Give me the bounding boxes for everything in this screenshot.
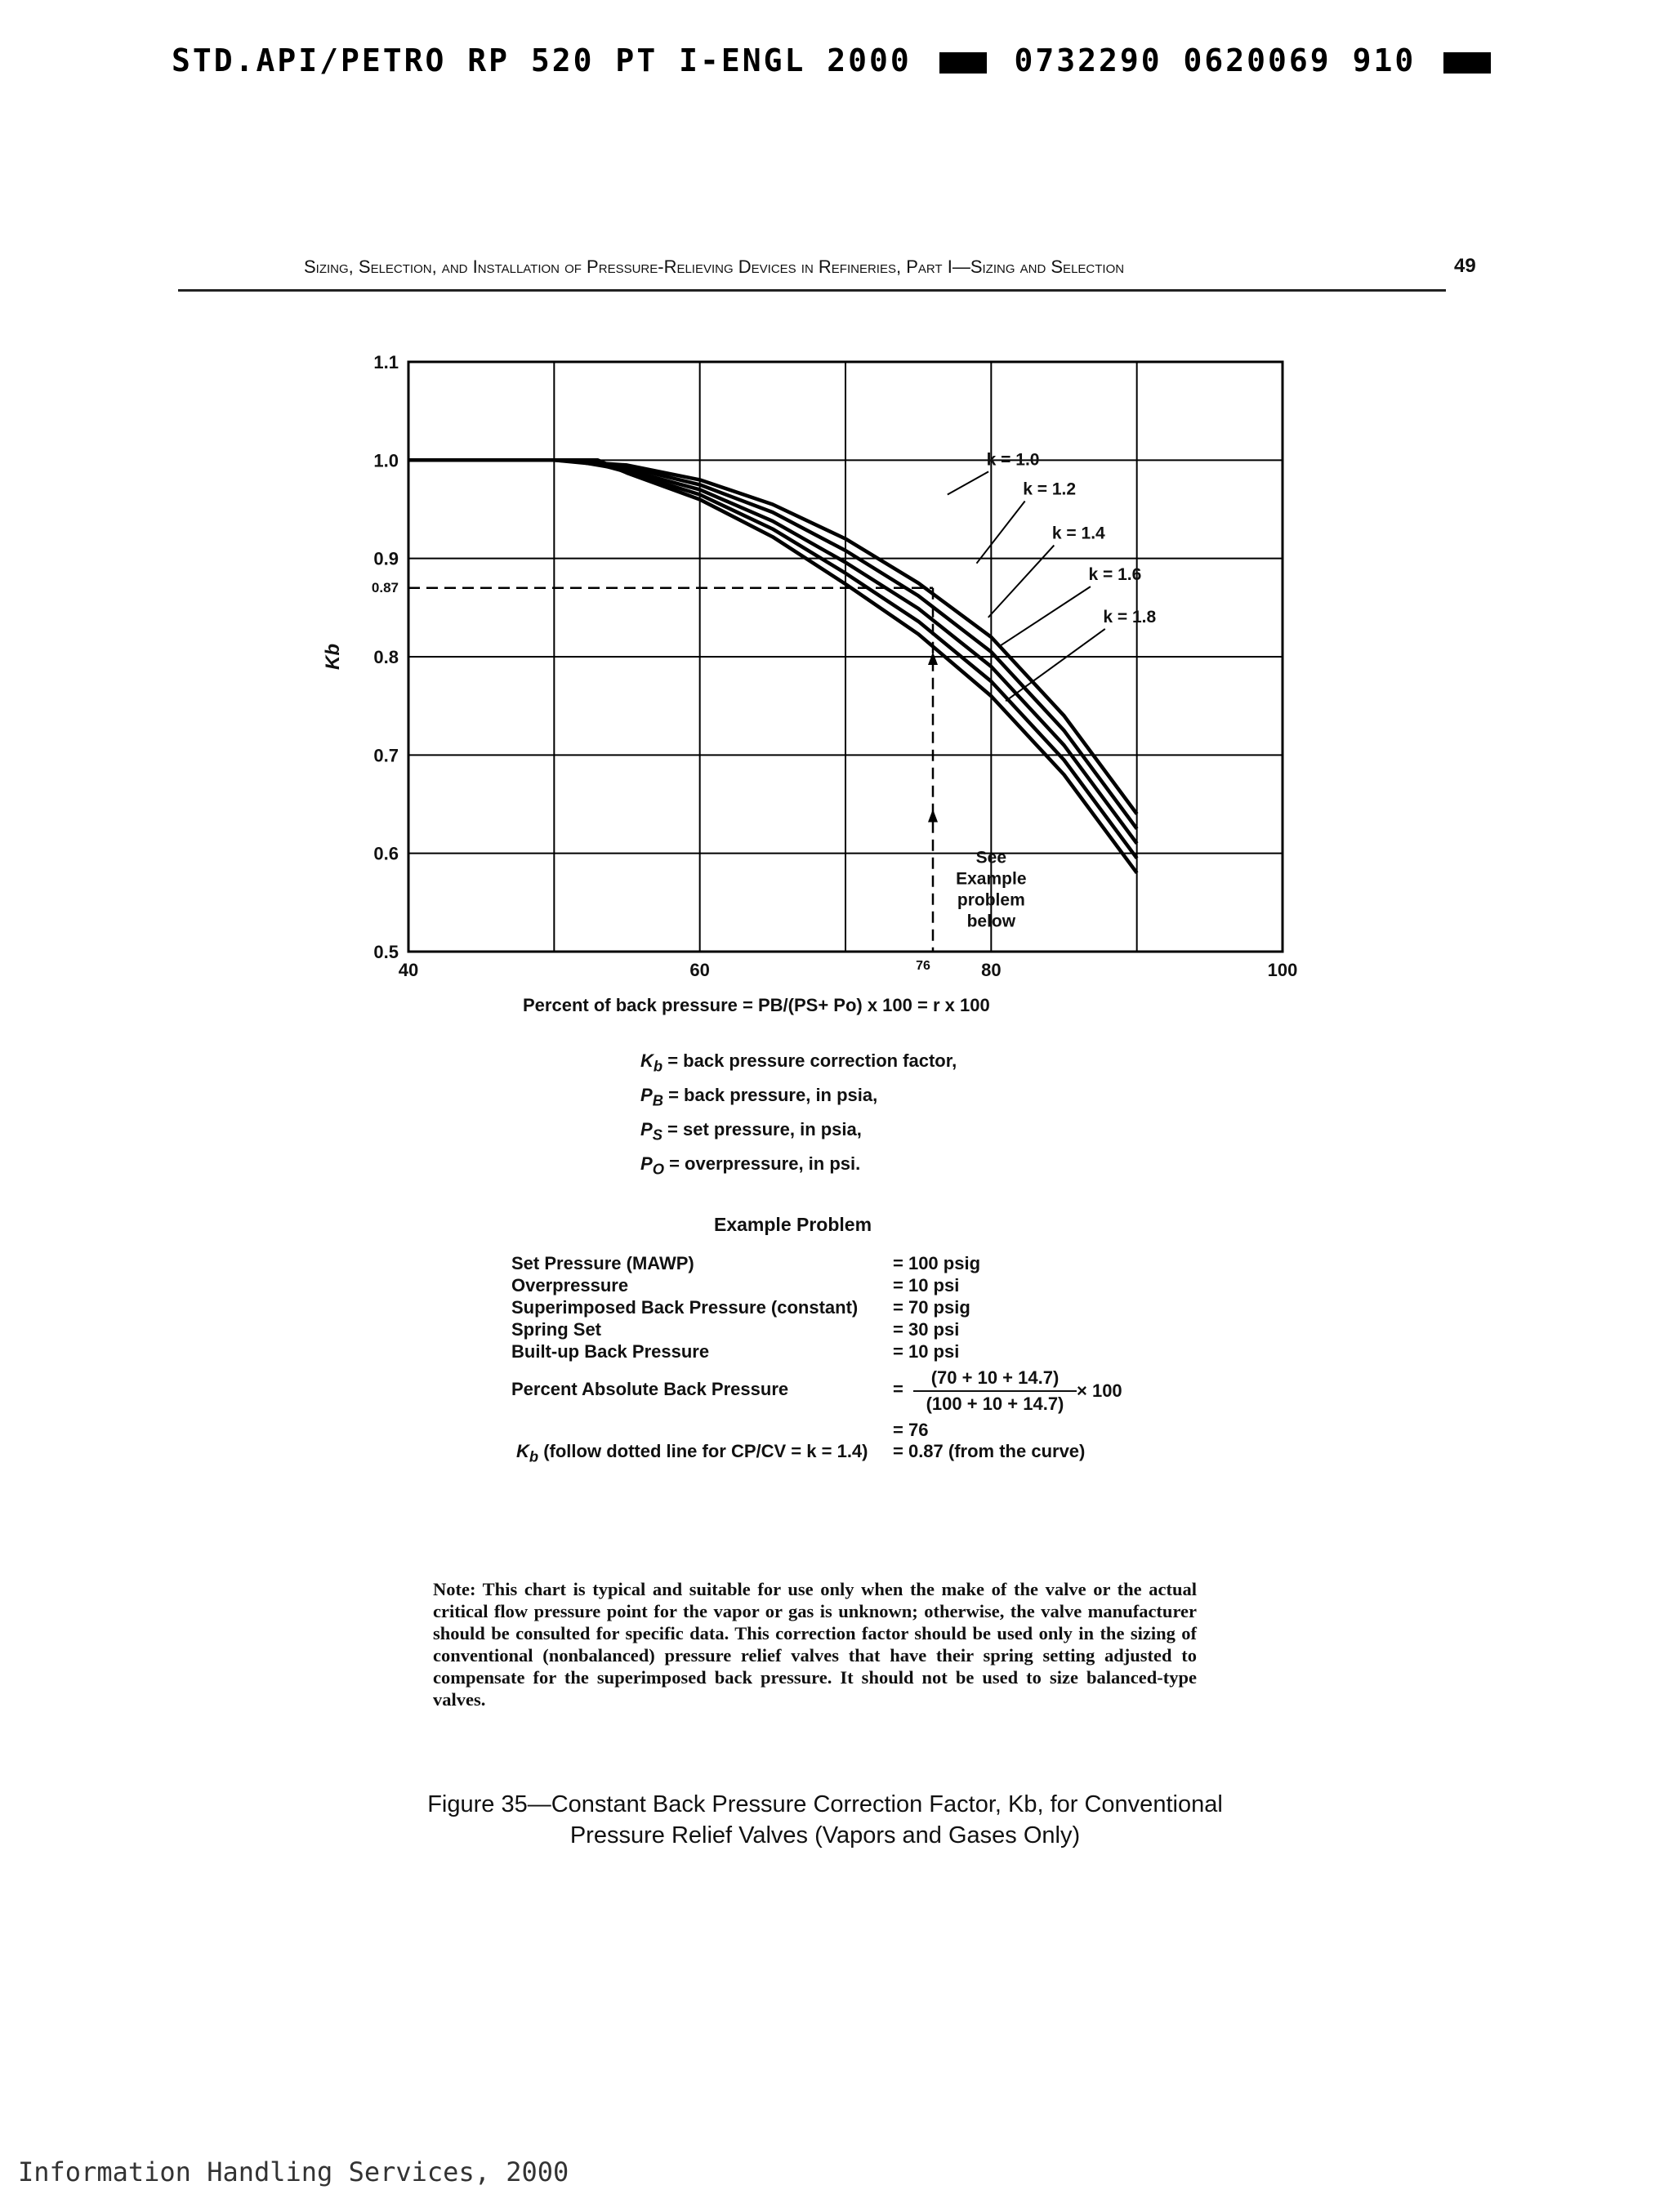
kb-chart (302, 335, 1307, 1103)
percent-fraction (913, 1367, 1077, 1415)
footer-text: Information Handling Services, 2000 (18, 2156, 569, 2187)
barcode-block (939, 52, 987, 74)
document-code: 0732290 0620069 910 (1014, 42, 1416, 78)
fraction-numerator: (70 + 10 + 14.7) (930, 1367, 1060, 1388)
example-value: = 10 psi (893, 1275, 960, 1296)
example-value: = 10 psi (893, 1341, 960, 1362)
x-tick-label: 60 (689, 960, 710, 980)
example-label: Built-up Back Pressure (511, 1341, 710, 1362)
x-axis-label: Percent of back pressure = PB/(PS+ Po) x 100 = r x 100 (523, 995, 990, 1015)
definition-ps: $P_S$ = set pressure, in psia, (640, 1119, 862, 1144)
example-title: Example Problem (714, 1214, 872, 1235)
y-tick-label: 0.9 (373, 548, 399, 569)
y-axis-label: Kb (322, 644, 344, 670)
fraction-bar (913, 1390, 1077, 1392)
series-line (408, 460, 1137, 828)
y-tick-label: 0.8 (373, 647, 399, 667)
curve-label: k = 1.0 (986, 450, 1040, 470)
x-tick-label: 76 (916, 959, 930, 973)
example-label: Spring Set (511, 1319, 602, 1340)
annotation-text: below (966, 912, 1016, 931)
x-tick-label: 40 (398, 960, 419, 980)
example-label: Overpressure (511, 1275, 629, 1296)
document-id-header (172, 42, 1497, 78)
curve-label-pointer (977, 501, 1025, 563)
header-rule (178, 289, 1446, 292)
arrowhead-icon (928, 809, 938, 823)
example-value: = 70 psig (893, 1297, 970, 1318)
curve-label: k = 1.2 (1023, 479, 1077, 499)
example-label: Set Pressure (MAWP) (511, 1253, 694, 1273)
x-tick-label: 100 (1267, 960, 1298, 980)
y-tick-label: 0.87 (371, 579, 399, 595)
curve-label: k = 1.6 (1088, 565, 1142, 585)
document-id: STD.API/PETRO RP 520 PT I-ENGL 2000 (172, 42, 912, 78)
annotation-text: See (975, 848, 1007, 867)
y-tick-label: 0.7 (373, 745, 399, 766)
y-tick-label: 1.0 (373, 450, 399, 471)
curve-label-pointer (948, 471, 988, 494)
chart-svg (302, 335, 1307, 1103)
note-paragraph: Note: This chart is typical and suitable for use only when the make of the valve or the actual critical flow pressure point for the vapor or gas is unknown; otherwise, the valve manufacturer should be consulted for specific data. This correction factor should be used only in the sizing of conventional (nonbalanced) pressure relief valves that have their spring setting adjusted to compensate for the superimposed back pressure. It should not be used to size balanced-type valves. (433, 1579, 1197, 1710)
annotation-text: problem (957, 890, 1025, 910)
x-tick-label: 80 (981, 960, 1002, 980)
definition-po: $P_O$ = overpressure, in psi. (640, 1153, 861, 1178)
caption-line-1: Figure 35—Constant Back Pressure Correction Factor, Kb, for Conventional (427, 1791, 1223, 1817)
caption-line-2: Pressure Relief Valves (Vapors and Gases Only) (569, 1822, 1081, 1849)
running-head: Sizing, Selection, and Installation of Pressure-Relieving Devices in Refineries, Part I—Sizing and Selection (304, 256, 1125, 277)
fraction-denominator: (100 + 10 + 14.7) (926, 1394, 1064, 1414)
example-label: Superimposed Back Pressure (constant) (511, 1297, 859, 1318)
kb-label: $K_b$ (follow dotted line for CP/CV = k = 1.4) (516, 1441, 868, 1465)
curve-label-pointer (998, 586, 1091, 647)
curve-label: k = 1.4 (1051, 524, 1105, 543)
fraction-multiplier: × 100 (1077, 1380, 1122, 1401)
curve-label-pointer (988, 546, 1055, 618)
definition-kb: $K_b$ = back pressure correction factor, (640, 1050, 957, 1075)
kb-value: = 0.87 (from the curve) (893, 1441, 1086, 1461)
definition-pb: $P_B$ = back pressure, in psia, (640, 1085, 878, 1109)
example-value: = 30 psi (893, 1319, 960, 1340)
page-number: 49 (1454, 255, 1476, 277)
y-tick-label: 0.5 (373, 942, 399, 962)
curve-label: k = 1.8 (1103, 607, 1157, 627)
example-value: = 100 psig (893, 1253, 981, 1273)
barcode-block (1443, 52, 1491, 74)
percent-result: = 76 (893, 1420, 929, 1440)
curve-label-pointer (1006, 629, 1105, 701)
y-tick-label: 1.1 (373, 352, 399, 372)
annotation-text: Example (956, 869, 1027, 889)
percent-label: Percent Absolute Back Pressure (511, 1379, 789, 1399)
series-line (408, 460, 1137, 843)
percent-eq: = (893, 1379, 903, 1399)
figure-caption (408, 1789, 1242, 1851)
arrowhead-icon (928, 652, 938, 665)
y-tick-label: 0.6 (373, 843, 399, 864)
